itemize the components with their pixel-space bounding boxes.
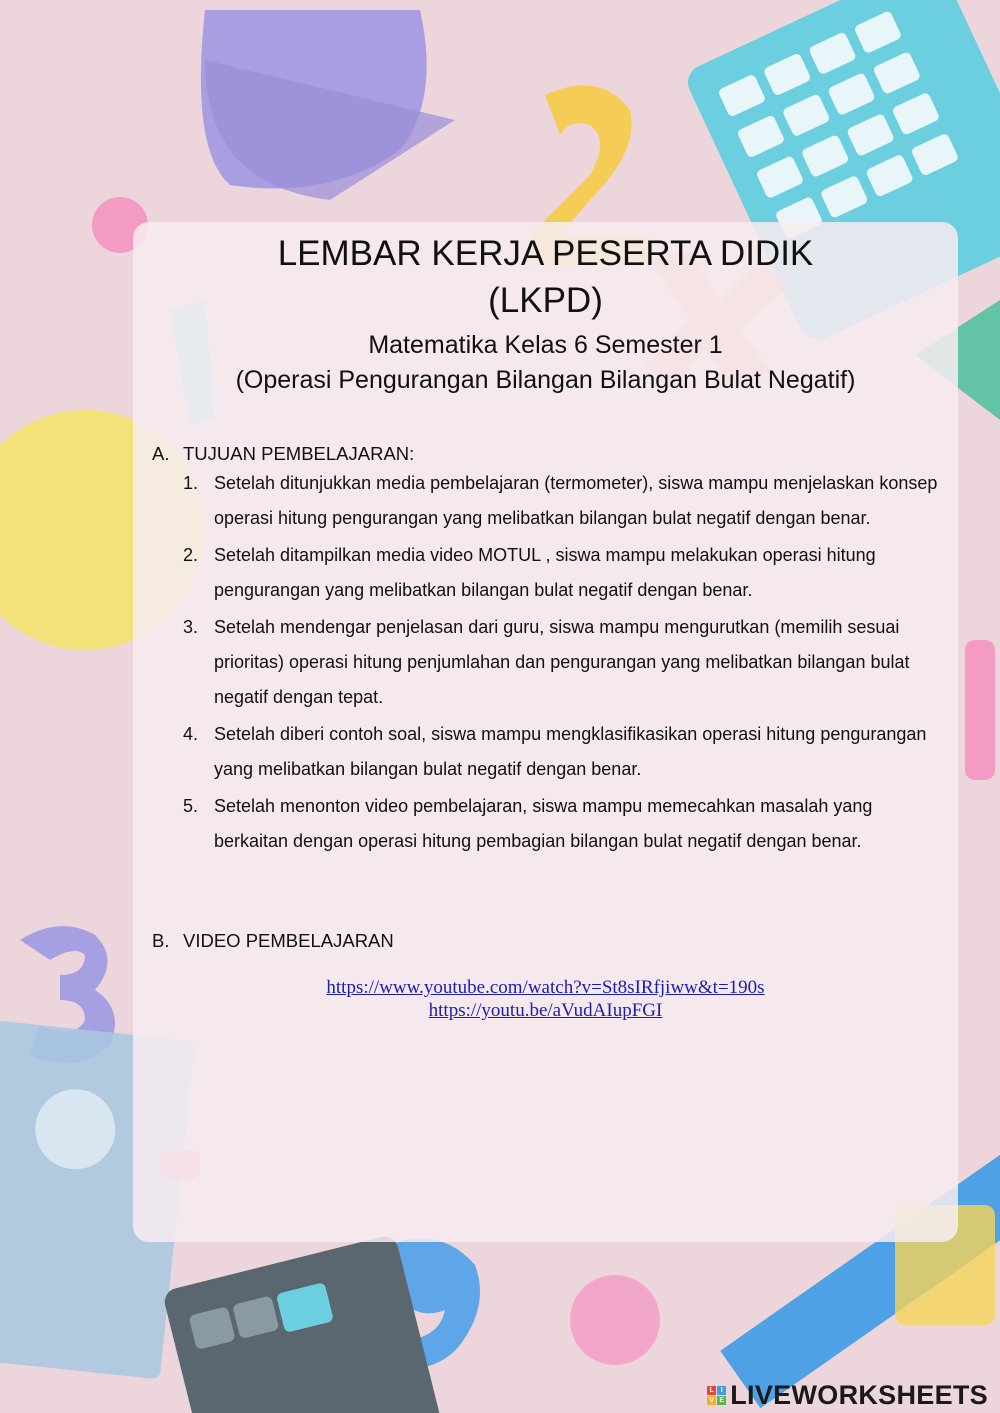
list-item [183, 789, 943, 859]
list-item [183, 466, 943, 536]
section-title: VIDEO PEMBELAJARAN [183, 930, 394, 951]
liveworksheets-logo-icon: L I V E [707, 1386, 726, 1405]
section-title: TUJUAN PEMBELAJARAN: [183, 443, 415, 464]
youtube-video-link[interactable]: https://www.youtube.com/watch?v=St8sIRfjiww&t=190s [326, 977, 765, 998]
brand-name: LIVEWORKSHEETS [730, 1379, 988, 1410]
item-text: Setelah ditunjukkan media pembelajaran (termometer), siswa mampu menjelaskan konsep operasi hitung pengurangan yang melibatkan bilangan bulat negatif dengan benar. [214, 473, 938, 528]
page-title: LEMBAR KERJA PESERTA DIDIK [277, 234, 814, 273]
subtitle-topic: (Operasi Pengurangan Bilangan Bilangan Bulat Negatif) [235, 366, 856, 394]
section-letter: B. [152, 930, 170, 951]
section-letter: A. [152, 443, 170, 464]
video-link-row [133, 1000, 958, 1022]
item-text: Setelah mendengar penjelasan dari guru, siswa mampu mengurutkan (memilih sesuai prioritas) operasi hitung penjumlahan dan pengurangan yang melibatkan bilangan bulat negatif dengan tepat. [214, 617, 910, 707]
list-item [183, 610, 943, 715]
item-text: Setelah diberi contoh soal, siswa mampu mengklasifikasikan operasi hitung pengurangan yang melibatkan bilangan bulat negatif dengan benar. [214, 724, 927, 779]
item-text: Setelah menonton video pembelajaran, siswa mampu memecahkan masalah yang berkaitan dengan operasi hitung pembagian bilangan bulat negatif dengan benar. [214, 796, 873, 851]
page-title-abbreviation: (LKPD) [488, 281, 603, 320]
list-item [183, 538, 943, 608]
item-number: 1. [183, 473, 199, 493]
section-a-heading [152, 443, 414, 465]
subtitle-subject: Matematika Kelas 6 Semester 1 [368, 331, 723, 359]
item-number: 5. [183, 796, 199, 816]
item-number: 2. [183, 545, 199, 565]
video-link-row [133, 977, 958, 999]
youtube-short-link[interactable]: https://youtu.be/aVudAIupFGI [428, 1000, 663, 1021]
item-text: Setelah ditampilkan media video MOTUL , siswa mampu melakukan operasi hitung pengurangan yang melibatkan bilangan bulat negatif dengan benar. [214, 545, 876, 600]
liveworksheets-brand [707, 1380, 988, 1410]
item-number: 4. [183, 724, 199, 744]
section-b-heading [152, 930, 394, 952]
item-number: 3. [183, 617, 199, 637]
list-item [183, 717, 943, 787]
learning-objectives-list [183, 466, 943, 861]
